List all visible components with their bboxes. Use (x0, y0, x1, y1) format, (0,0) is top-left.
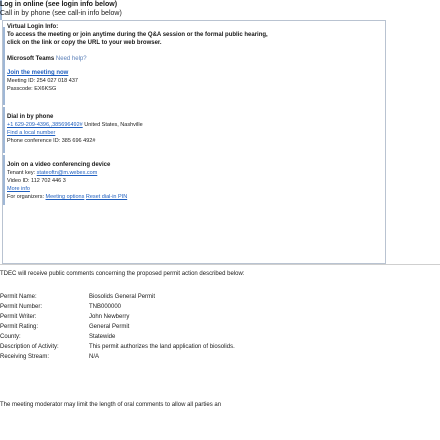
panel-accent-bar-1 (3, 27, 5, 61)
detail-label: Receiving Stream: (0, 354, 50, 360)
meeting-options-link[interactable]: Meeting options (45, 194, 85, 200)
detail-value: N/A (89, 354, 100, 360)
teams-line (7, 55, 87, 63)
passcode: Passcode: EX6KSG (7, 86, 57, 92)
panel-accent-bar-2 (3, 61, 5, 105)
call-in-heading: Call in by phone (see call-in info below) (0, 10, 122, 17)
teams-help-link[interactable]: Need help? (55, 56, 87, 62)
organizers-line (7, 193, 127, 201)
detail-label: Permit Writer: (0, 314, 37, 320)
phone-conference-id: Phone conference ID: 385 696 492# (7, 138, 96, 144)
login-online-heading: Log in online (see login info below) (0, 1, 118, 8)
more-info-link[interactable]: More info (7, 186, 30, 192)
tenant-key-label: Tenant key: (7, 170, 36, 176)
public-comments-intro: TDEC will receive public comments concerning the proposed permit action described below: (0, 271, 245, 277)
panel-description-1: To access the meeting or join anytime during the Q&A session or the formal public hearing, (7, 32, 268, 38)
phone-location: United States, Nashville (84, 122, 143, 128)
detail-label: Permit Number: (0, 304, 43, 310)
tenant-key-line (7, 169, 97, 177)
organizers-label: For organizers: (7, 194, 44, 200)
teams-title: Microsoft Teams (7, 56, 55, 62)
panel-accent-bar-3 (3, 107, 5, 153)
virtual-login-panel (2, 20, 386, 264)
panel-accent-bar-5 (3, 191, 5, 201)
detail-label: Description of Activity: (0, 344, 59, 350)
detail-value: Biosolids General Permit (89, 294, 156, 300)
panel-title: Virtual Login Info: (7, 24, 59, 30)
detail-label: Permit Rating: (0, 324, 39, 330)
join-meeting-link[interactable]: Join the meeting now (7, 70, 69, 76)
dial-in-title: Dial in by phone (7, 114, 54, 120)
detail-value: TNB000000 (89, 304, 122, 310)
detail-value: Statewide (89, 334, 116, 340)
detail-label: County: (0, 334, 21, 340)
detail-value: General Permit (89, 324, 130, 330)
moderator-note: The meeting moderator may limit the length of oral comments to allow all parties an (0, 402, 222, 408)
video-device-title: Join on a video conferencing device (7, 162, 111, 168)
detail-value: John Newberry (89, 314, 130, 320)
section-divider (0, 264, 440, 265)
panel-description-2: click on the link or copy the URL to your web browser. (7, 40, 162, 46)
video-id: Video ID: 112 702 446 3 (7, 178, 66, 184)
phone-number-link[interactable]: +1 629-209-4396,,385696492# (7, 122, 83, 128)
detail-value: This permit authorizes the land application of biosolids. (89, 344, 235, 350)
tenant-key-link[interactable]: stateoftn@m.webex.com (36, 170, 98, 176)
phone-line (7, 121, 143, 129)
local-number-link[interactable]: Find a local number (7, 130, 56, 136)
reset-pin-link[interactable]: Reset dial-in PIN (85, 194, 128, 200)
detail-label: Permit Name: (0, 294, 37, 300)
meeting-id: Meeting ID: 254 027 018 437 (7, 78, 78, 84)
